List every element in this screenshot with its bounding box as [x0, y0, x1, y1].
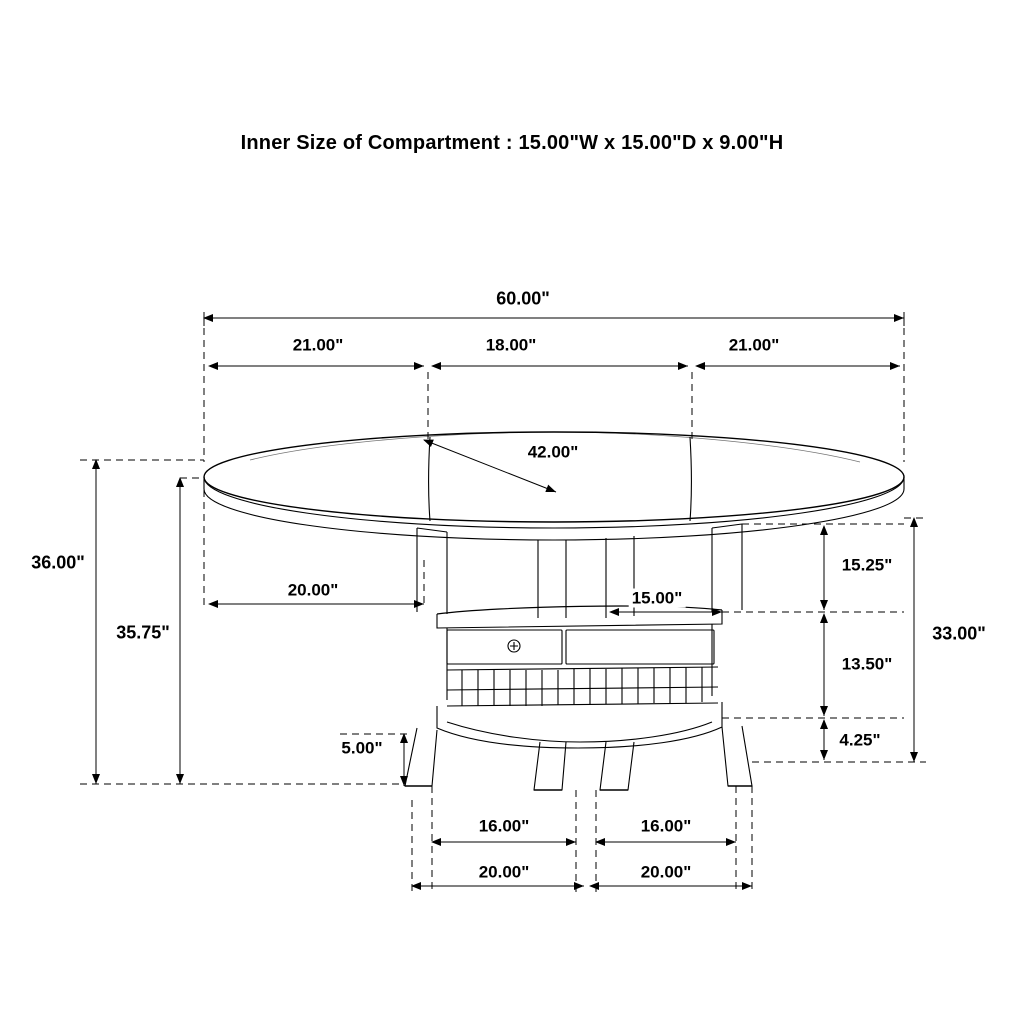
- dim-label-base-span-left: 20.00": [476, 863, 533, 882]
- dim-label-height-right: 33.00": [929, 625, 989, 644]
- dim-label-foot-span-right: 16.00": [638, 817, 695, 836]
- dim-label-shelf-to-foot: 13.50": [839, 655, 896, 674]
- page-title: Inner Size of Compartment : 15.00"W x 15.00"D x 9.00"H: [240, 132, 784, 154]
- dim-label-apron-to-shelf: 15.25": [839, 556, 896, 575]
- dim-label-foot-span-left: 16.00": [476, 817, 533, 836]
- dim-label-foot-height: 4.25": [836, 731, 883, 750]
- table-illustration: [204, 432, 904, 790]
- dimension-lines: [80, 312, 926, 892]
- dim-label-top-right-leaf: 21.00": [726, 336, 783, 355]
- dim-label-height-overall: 36.00": [28, 554, 88, 573]
- dim-label-foot-clearance: 5.00": [338, 739, 385, 758]
- dim-label-height-to-top: 35.75": [113, 624, 173, 643]
- dim-label-shelf-width: 15.00": [629, 589, 686, 608]
- dim-label-top-width-total: 60.00": [493, 290, 553, 309]
- dim-label-pedestal-top-width: 20.00": [285, 581, 342, 600]
- dim-label-top-center-leaf: 18.00": [483, 336, 540, 355]
- dim-label-top-left-leaf: 21.00": [290, 336, 347, 355]
- dim-label-top-depth: 42.00": [525, 443, 582, 462]
- dim-label-base-span-right: 20.00": [638, 863, 695, 882]
